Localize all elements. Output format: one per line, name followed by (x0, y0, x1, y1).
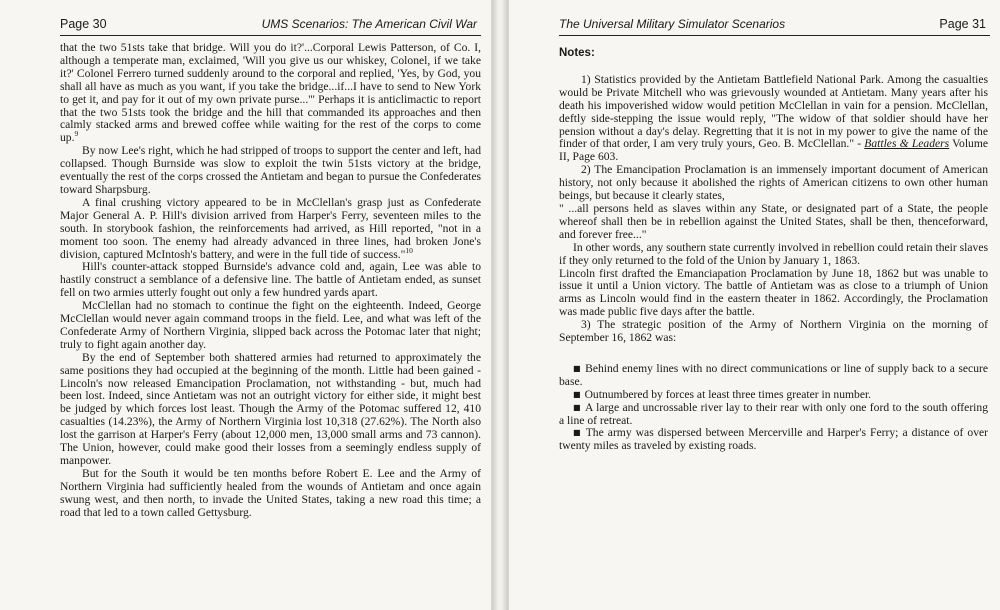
bullet-square-icon: ■ (573, 363, 582, 373)
bullet-item: ■ Behind enemy lines with no direct communications or line of supply back to a secure base. (559, 361, 988, 388)
bullet-item: ■ A large and uncrossable river lay to their rear with only one ford to the south offering a line of retreat. (559, 400, 988, 427)
bullet-item: ■ Outnumbered by forces at least three times greater in number. (573, 387, 872, 401)
book-gutter (492, 0, 508, 610)
note-3-intro: 3) The strategic position of the Army of Northern Virginia on the morning of September 16, 1862 was: (559, 318, 988, 345)
note-2-continued: Lincoln first drafted the Emanciapation Proclamation by June 18, 1862 but was unable to issue it until a Union victory. The battle of Antietam was as close to a triumph of Union arms as Lincoln would find in the eastern theater in 1862. Accordingly, the Proclamation was made public five days after the battle. (559, 266, 988, 319)
bullet-item: ■ The army was dispersed between Mercerville and Harper's Ferry; a distance of over twenty miles as traveled by existing roads. (559, 426, 988, 453)
left-page-header (60, 8, 481, 36)
paragraph: Hill's counter-attack stopped Burnside's advance cold and, again, Lee was able to hastily construct a semblance of a defensive line. The battle of Antietam ended, as sunset fell on two armies utterly fought out only a few hundred yards apart. (60, 260, 481, 300)
note-2-followup: In other words, any southern state currently involved in rebellion could retain their slaves if they only returned to the fold of the Union by January 1, 1863. (559, 240, 988, 267)
paragraph: A final crushing victory appeared to be in McClellan's grasp just as Confederate Major General A. P. Hill's division arrived from Harper's Ferry, seventeen miles to the south. In storybook fashion, the reinforcements had arrived, as Hill reported, "not in a moment too soon. The enemy had already advanced in three lines, had broken Jone's division, captured McIntosh's battery, and were in the full tide of success."$^{10}$ (60, 195, 481, 261)
note-1: 1) Statistics provided by the Antietam Battlefield National Park. Among the casualties would be Private Mitchell who was grievously wounded at Antietam. Many years after his death his impoverished widow would petition McClellan in vain for a pension. McClellan, deftly side-stepping the issue would reply, "The widow of that soldier should have her pension without a day's delay. Regretting that it is not in my power to give the name of the finder of that order, I am very truly yours, Geo. B. McClellan." - Battles & Leaders Volume II, Page 603. (559, 72, 989, 164)
right-page (508, 0, 1000, 610)
footnote-ref: 9 (74, 129, 79, 139)
citation: Battles & Leaders (864, 137, 950, 151)
paragraph: By the end of September both shattered armies had returned to approximately the same positions they had occupied at the beginning of the month. Little had been gained - Lincoln's now released Emancipation Proclamation, not withstanding - but, much had been lost. Indeed, since Antietam was not an outright victory for either side, it might best be judged by which forces lost least. Though the Army of the Potomac suffered 12, 410 casualties (14.23%), the Army of Northern Virginia lost 10,318 (27.62%). The North also lost the garrison at Harper's Ferry (about 12,000 men, 13,000 small arms and 73 cannon). The Union, however, could make good their losses from a seemingly endless supply of manpower. (60, 350, 481, 467)
paragraph: McClellan had no stomach to continue the fight on the eighteenth. Indeed, George McClellan would never again command troops in the field. Lee, and what was left of the Confederate Army of Northern Virginia, slipped back across the Potomac later that night; truly to fight again another day. (60, 299, 481, 351)
notes-heading: Notes: (559, 47, 595, 59)
right-page-header (559, 8, 990, 36)
bullet-square-icon: ■ (573, 428, 582, 438)
paragraph: But for the South it would be ten months before Robert E. Lee and the Army of Northern Virginia had sufficiently healed from the wounds of Antietam and once again swung west, and then north, to invade the United States, taking a new road this time; a road that led to a town called Gettysburg. (60, 466, 481, 519)
page-number: Page 30 (60, 17, 107, 31)
footnote-ref: 10 (405, 245, 413, 255)
running-title: The Universal Military Simulator Scenarios (559, 17, 786, 31)
right-page-body (559, 47, 988, 453)
running-title: UMS Scenarios: The American Civil War (261, 17, 477, 31)
paragraph: that the two 51sts take that bridge. Will you do it?'...Corporal Lewis Patterson, of Co. I, although a temperate man, exclaimed, 'Will you give us our whiskey, Colonel, if we take it?' Colonel Ferrero turned suddenly around to the corporal and replied, 'Yes, by God, you shall all have as much as you want, if you take the bridge...if...I have to send to New York to get it, and pay for it out of my own private purse...'" Perhaps it is anticlimactic to report that the two 51sts took the bridge and the hill that commanded its approaches and then calmly stacked arms and brewed coffee while waiting for the rest of the corps to come up.$^9$ (60, 41, 481, 145)
left-page (0, 0, 492, 610)
bullet-square-icon: ■ (573, 389, 581, 399)
paragraph: By now Lee's right, which he had stripped of troops to support the center and left, had collapsed. Though Burnside was slow to exploit the twin 51sts victory at the bridge, eventually the rest of the corps crossed the Antietam and began to pursue the Confederates toward Sharpsburg. (60, 144, 481, 196)
bullet-square-icon: ■ (573, 402, 582, 412)
block-quote: " ...all persons held as slaves within any State, or designated part of a State, the people whereof shall then be in rebellion against the United States, shall be then, thenceforward, and forever free..." (559, 201, 988, 241)
page-number: Page 31 (939, 17, 986, 31)
note-2-intro: 2) The Emancipation Proclamation is an immensely important document of American history, not only because it abolished the rights of American citizens to own other human beings, but because it clearly states, (559, 163, 988, 203)
left-page-body (60, 42, 481, 520)
